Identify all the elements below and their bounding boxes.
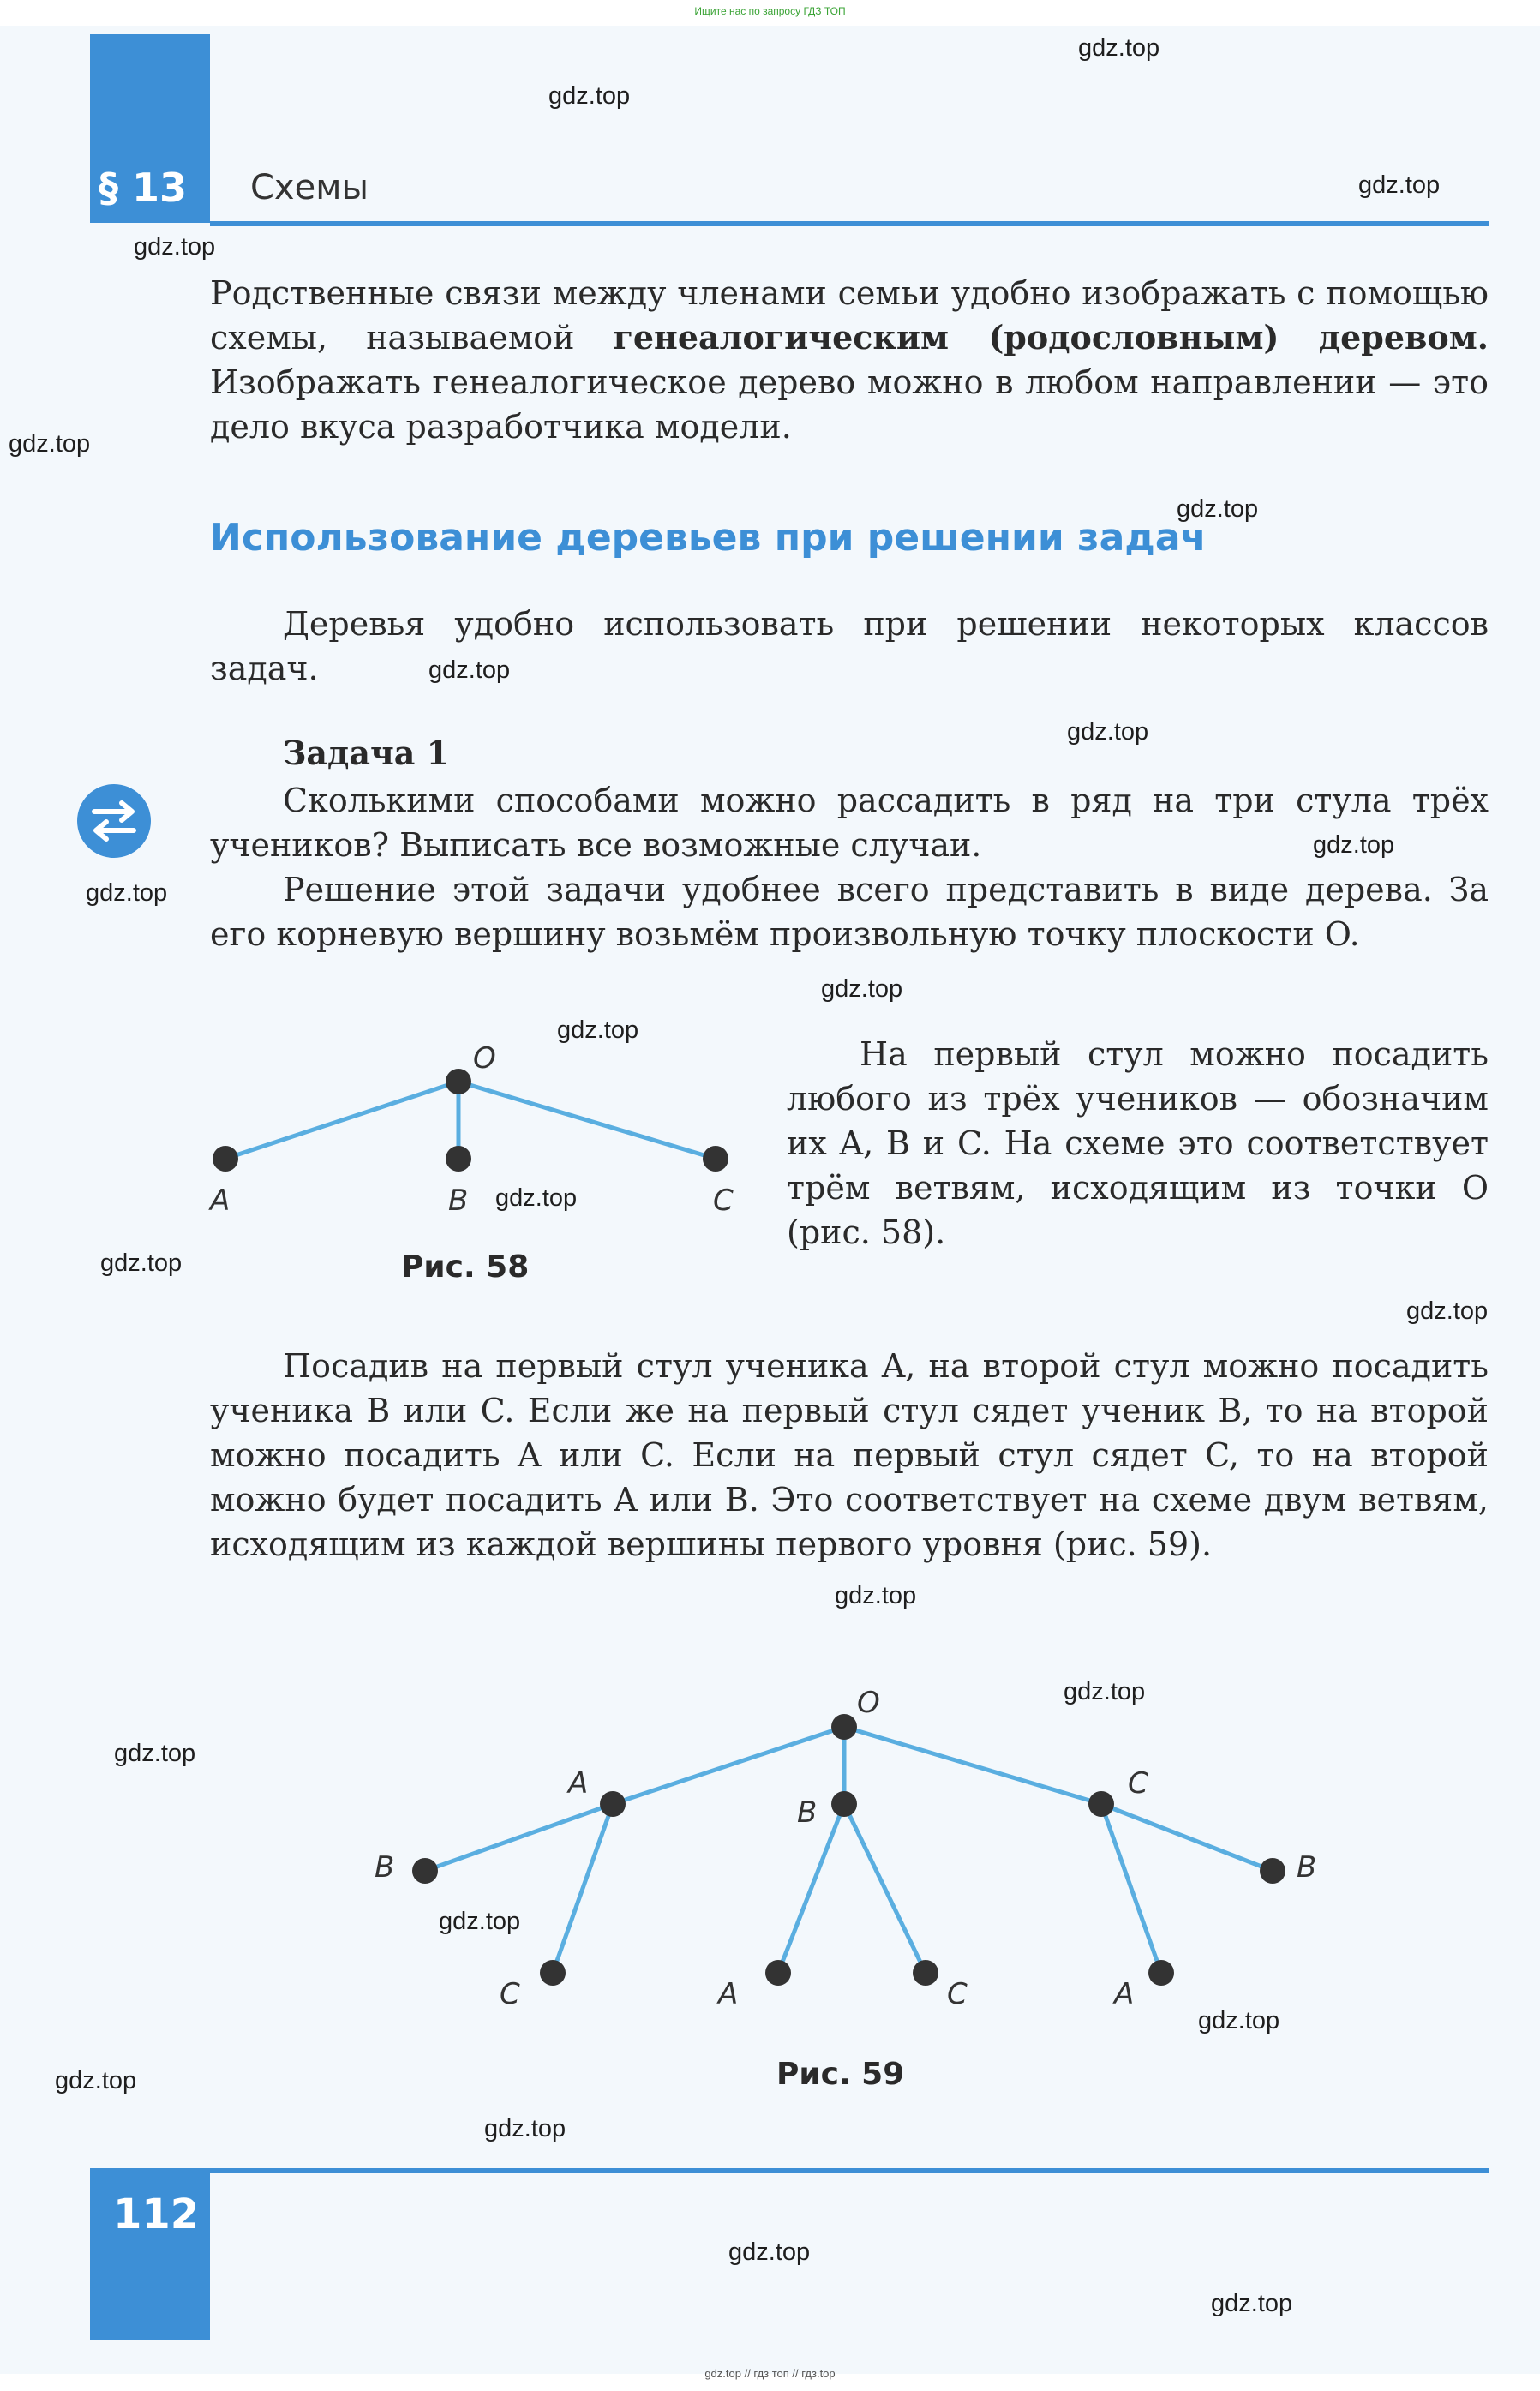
- fig59-nodes: [412, 1714, 1285, 1986]
- watermark: gdz.top: [1177, 495, 1259, 523]
- bottom-note: gdz.top // гдз топ // гдз.top: [704, 2367, 836, 2380]
- task-statement: Сколькими способами можно рассадить в ряд на три стула трёх учеников? Выписать все возможные случаи.: [210, 782, 1489, 864]
- watermark: gdz.top: [1313, 831, 1395, 859]
- fig59-node-ac: [540, 1960, 566, 1986]
- watermark: gdz.top: [835, 1582, 917, 1609]
- fig59-node-ba: [765, 1960, 791, 1986]
- fig58-label-c: C: [713, 1184, 734, 1218]
- watermark: gdz.top: [728, 2238, 811, 2266]
- fig59-node-ab: [412, 1858, 438, 1884]
- fig58-label-a: A: [210, 1184, 231, 1218]
- watermark: gdz.top: [1078, 34, 1160, 62]
- watermark: gdz.top: [428, 656, 511, 684]
- watermark: gdz.top: [484, 2115, 566, 2142]
- watermark: gdz.top: [134, 233, 216, 261]
- watermark: gdz.top: [1064, 1678, 1146, 1705]
- watermark: gdz.top: [548, 82, 631, 110]
- watermark: gdz.top: [114, 1740, 196, 1767]
- footer-rule: [210, 2168, 1489, 2173]
- fig59-label-ba: A: [718, 1977, 739, 2011]
- page-number: 112: [113, 2190, 200, 2238]
- fig58-edges: [225, 1082, 716, 1159]
- task-solution: Решение этой задачи удобнее всего представить в виде дерева. За его корневую вершину возьмём произвольную точку плоскости O.: [210, 871, 1489, 953]
- section-title: Схемы: [250, 168, 369, 207]
- fig59-node-cb: [1260, 1858, 1285, 1884]
- top-note: Ищите нас по запросу ГДЗ ТОП: [694, 5, 846, 17]
- watermark: gdz.top: [55, 2067, 137, 2094]
- section-number: § 13: [99, 165, 188, 211]
- paragraph-after: Посадив на первый стул ученика A, на второй стул можно посадить ученика B или C. Если же на первый стул сядет ученик B, то на второй можно посадить A или C. Если на первый стул сядет C, то на второй можно будет посадить A или B. Это соответствует на схеме двум ветвям, исходящим из каждой вершины первого уровня (рис. 59).: [210, 1347, 1489, 1563]
- task-title: Задача 1: [283, 734, 450, 772]
- heading-paragraph: Деревья удобно использовать при решении некоторых классов задач.: [210, 605, 1489, 687]
- fig59-node-c: [1088, 1791, 1114, 1817]
- fig58-edge-oc: [458, 1082, 716, 1159]
- watermark: gdz.top: [1198, 2007, 1280, 2034]
- fig59-caption: Рис. 59: [776, 2057, 905, 2092]
- fig58-node-b: [446, 1146, 471, 1172]
- fig58-node-c: [703, 1146, 728, 1172]
- watermark: gdz.top: [1067, 718, 1149, 746]
- fig59-label-c: C: [1128, 1766, 1148, 1801]
- watermark: gdz.top: [1211, 2290, 1293, 2317]
- fig59-label-ab: B: [375, 1850, 395, 1885]
- fig59-node-b: [831, 1791, 857, 1817]
- fig58-label-o: O: [473, 1041, 496, 1076]
- watermark: gdz.top: [86, 879, 168, 907]
- fig59-label-o: O: [857, 1686, 880, 1720]
- fig59-edges: [425, 1727, 1273, 1973]
- fig58-edge-oa: [225, 1082, 458, 1159]
- fig59-label-bc: C: [947, 1977, 968, 2011]
- watermark: gdz.top: [439, 1908, 521, 1935]
- watermark: gdz.top: [557, 1016, 639, 1044]
- fig59-node-a: [600, 1791, 626, 1817]
- watermark: gdz.top: [821, 975, 903, 1003]
- fig59-label-cb: B: [1297, 1850, 1317, 1885]
- fig59-node-ca: [1148, 1960, 1174, 1986]
- fig58-nodes: [213, 1069, 728, 1172]
- fig58-label-b: B: [448, 1184, 469, 1218]
- watermark: gdz.top: [1406, 1297, 1489, 1325]
- watermark: gdz.top: [1358, 171, 1441, 199]
- watermark: gdz.top: [9, 430, 91, 458]
- fig58-node-o: [446, 1069, 471, 1094]
- fig59-label-ca: A: [1114, 1977, 1135, 2011]
- fig59-node-o: [831, 1714, 857, 1740]
- intro-paragraph: Родственные связи между членами семьи удобно изображать с помощью схемы, называемой генеалогическим (родословным) деревом. Изображать генеалогическое дерево можно в любом направлении — это дело вкуса разработчика модели.: [210, 274, 1489, 446]
- fig58-caption: Рис. 58: [401, 1249, 530, 1285]
- watermark: gdz.top: [100, 1249, 183, 1277]
- fig58-paragraph: На первый стул можно посадить любого из трёх учеников — обозначим их A, B и C. На схеме это соответствует трём ветвям, исходящим из точки O (рис. 58).: [787, 1035, 1489, 1251]
- watermark: gdz.top: [495, 1184, 578, 1212]
- fig59-label-a: A: [568, 1766, 589, 1801]
- fig58-node-a: [213, 1146, 238, 1172]
- fig59-label-b: B: [797, 1795, 818, 1830]
- subsection-heading: Использование деревьев при решении задач: [210, 516, 1207, 560]
- fig59-node-bc: [913, 1960, 938, 1986]
- fig59-label-ac: C: [500, 1977, 520, 2011]
